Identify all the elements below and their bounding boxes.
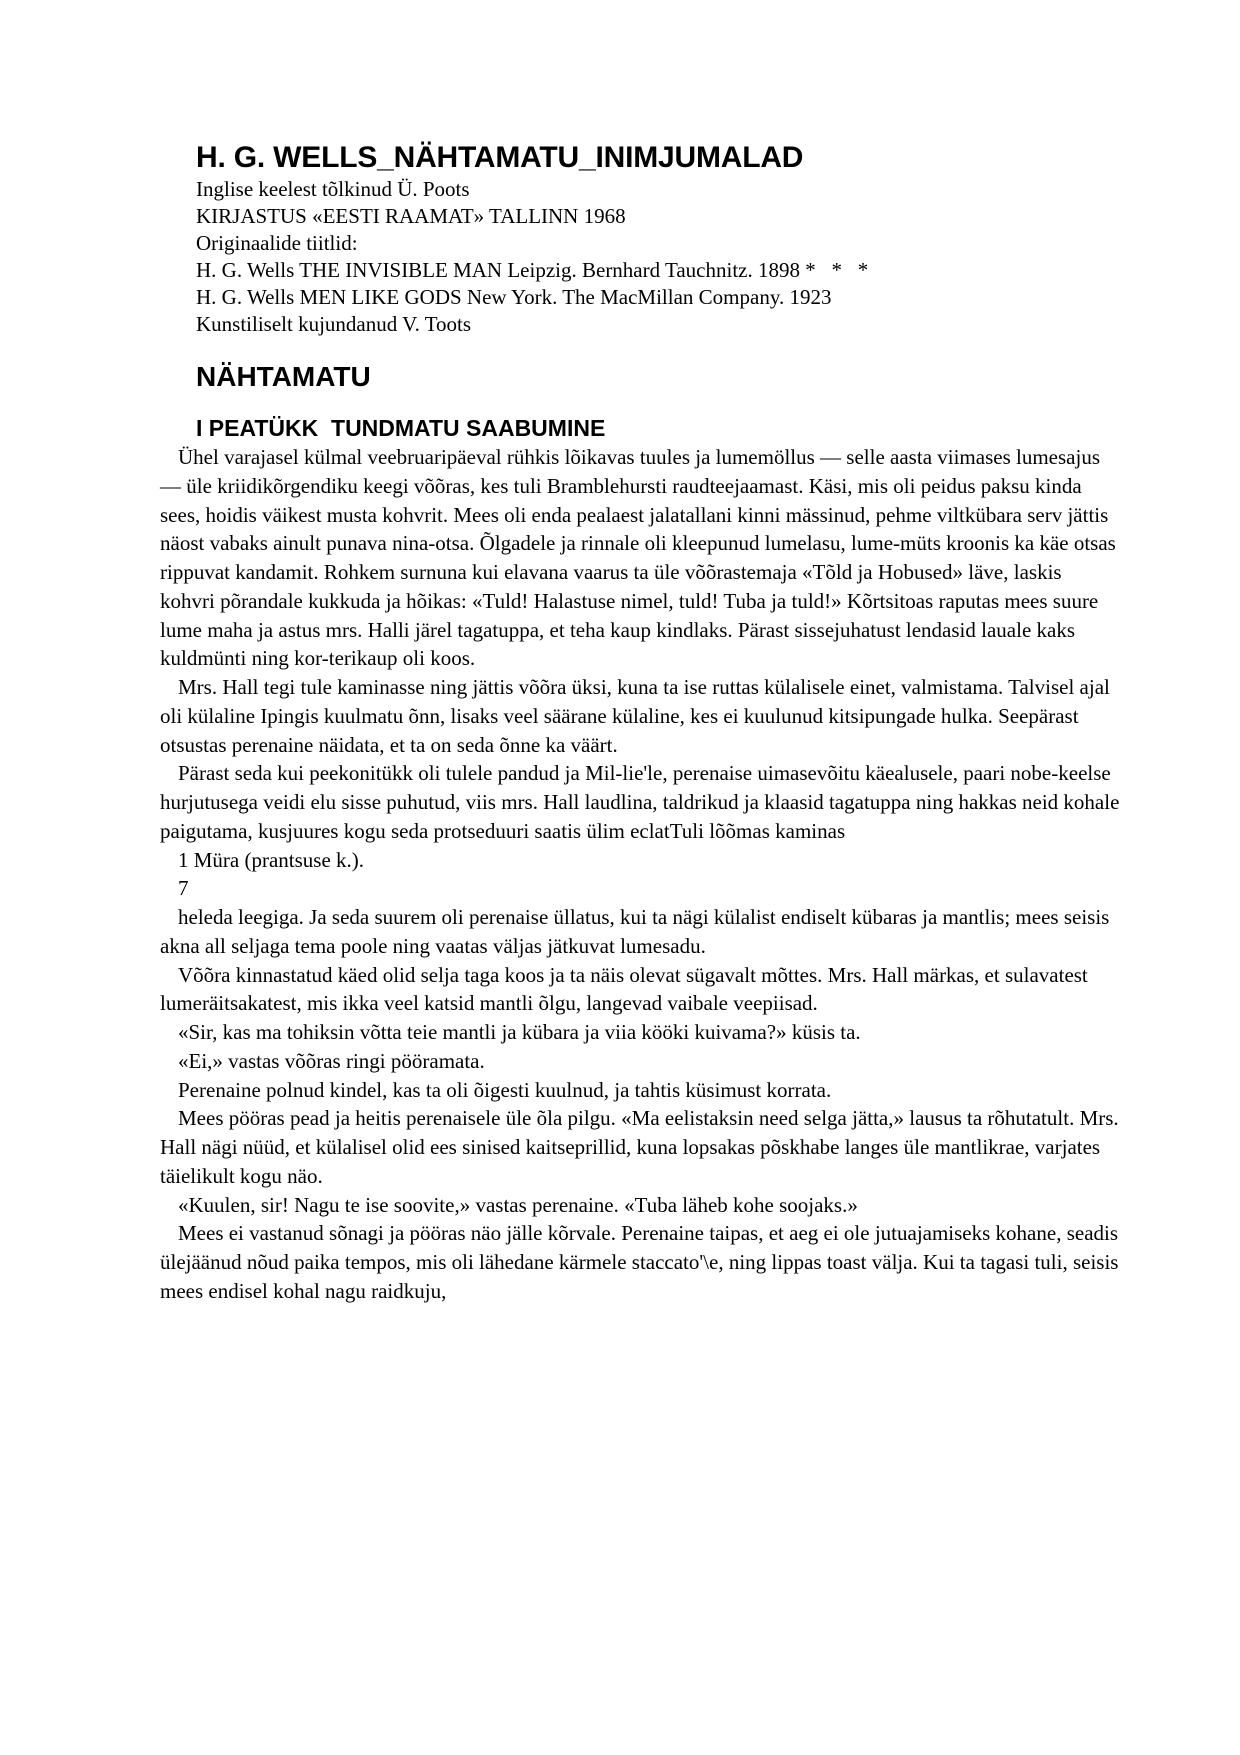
paragraph-2: Mrs. Hall tegi tule kaminasse ning jättis võõra üksi, kuna ta ise ruttas külalisele einet, valmistama. Talvisel ajal oli külaline Ipingis kuulmatu õnn, lisaks veel säärane külaline, kes ei kuulunud kitsipungade hulka. Seepärast otsustas perenaine näidata, et ta on seda õnne ka väärt. <box>160 675 1110 757</box>
paragraph-8: Perenaine polnud kindel, kas ta oli õigesti kuulnud, ja tahtis küsimust korrata. <box>178 1077 832 1102</box>
page-content <box>160 140 1120 1306</box>
chapter-body <box>160 443 1120 1306</box>
part-title: NÄHTAMATU <box>196 361 371 392</box>
translator-credit: Inglise keelest tõlkinud Ü. Poots <box>196 177 470 201</box>
front-matter <box>196 176 1118 338</box>
designer-credit: Kunstiliselt kujundanud V. Toots <box>196 312 472 336</box>
paragraph-6: «Sir, kas ma tohiksin võtta teie mantli ja kübara ja viia kööki kuivama?» küsis ta. <box>178 1020 861 1044</box>
footnote: 1 Müra (prantsuse k.). <box>178 847 365 872</box>
paragraph-10: «Kuulen, sir! Nagu te ise soovite,» vastas perenaine. «Tuba läheb kohe soojaks.» <box>178 1192 858 1217</box>
original-title-1: H. G. Wells THE INVISIBLE MAN Leipzig. Bernhard Tauchnitz. 1898 * * * <box>196 258 869 282</box>
chapter-title: I PEATÜKK TUNDMATU SAABUMINE <box>196 415 606 441</box>
paragraph-4: heleda leegiga. Ja seda suurem oli perenaise üllatus, kui ta nägi külalist endiselt kübaras ja mantlis; mees seisis akna all seljaga tema poole ning vaatas väljas jätkuvat lumesadu. <box>160 905 1110 958</box>
paragraph-1: Ühel varajasel külmal veebruaripäeval rühkis lõikavas tuules ja lumemöllus — selle aasta viimases lumesajus — üle kriidikõrgendiku keegi võõras, kes tuli Bramblehursti raudteejaamast. Käsi, mis oli peidus paksu kinda sees, hoidis väikest musta kohvrit. Mees oli enda pealaest jalatallani kinni mässinud, pehme viltkübara serv jättis näost vabaks ainult punava nina-otsa. Õlgadele ja rinnale oli kleepunud lumelasu, lume-müts kroonis ka käe otsas rippuvat kandamit. Rohkem surnuna kui elavana vaarus ta üle võõrastemaja «Tõld ja Hobused» läve, laskis kohvri põrandale kukkuda ja hõikas: «Tuld! Halastuse nimel, tuld! Tuba ja tuld!» Kõrtsitoas raputas mees suure lume maha ja astus mrs. Halli järel tagatuppa, et teha kaup kindlaks. Pärast sissejuhatust lendasid lauale kaks kuldmünti ning kor-terikaup oli koos. <box>160 445 1116 671</box>
originals-label: Originaalide tiitlid: <box>196 231 358 255</box>
paragraph-7: «Ei,» vastas võõras ringi pööramata. <box>178 1048 485 1073</box>
paragraph-11: Mees ei vastanud sõnagi ja pööras näo jälle kõrvale. Perenaine taipas, et aeg ei ole jutuajamiseks kohane, seadis ülejäänud nõud paika tempos, mis oli lähedane kärmele staccato'\e, ning lippas toast välja. Kui ta tagasi tuli, seisis mees endisel kohal nagu raidkuju, <box>160 1221 1119 1303</box>
publisher-line: KIRJASTUS «EESTI RAAMAT» TALLINN 1968 <box>196 204 626 228</box>
paragraph-9: Mees pööras pead ja heitis perenaisele üle õla pilgu. «Ma eelistaksin need selga jätta,» lausus ta rõhutatult. Mrs. Hall nägi nüüd, et külalisel olid ees sinised kaitseprillid, kuna lopsakas põskhabe langes üle mantlikrae, varjates täielikult kogu näo. <box>160 1106 1119 1188</box>
paragraph-5: Võõra kinnastatud käed olid selja taga koos ja ta näis olevat sügavalt mõttes. Mrs. Hall märkas, et sulavatest lumeräitsakatest, mis ikka veel katsid mantli õlgu, langevad vaibale veepiisad. <box>160 962 1088 1016</box>
document-title: H. G. WELLS_NÄHTAMATU_INIMJUMALAD <box>196 141 804 174</box>
page-number: 7 <box>178 876 189 901</box>
original-title-2: H. G. Wells MEN LIKE GODS New York. The MacMillan Company. 1923 <box>196 285 832 309</box>
paragraph-3: Pärast seda kui peekonitükk oli tulele pandud ja Mil-lie'le, perenaise uimasevõitu käealusele, paari nobe-keelse hurjutusega veidi elu sisse puhutud, viis mrs. Hall laudlina, taldrikud ja klaasid tagatuppa ning hakkas neid kohale paigutama, kusjuures kogu seda protseduuri saatis ülim eclatTuli lõõmas kaminas <box>160 761 1120 843</box>
